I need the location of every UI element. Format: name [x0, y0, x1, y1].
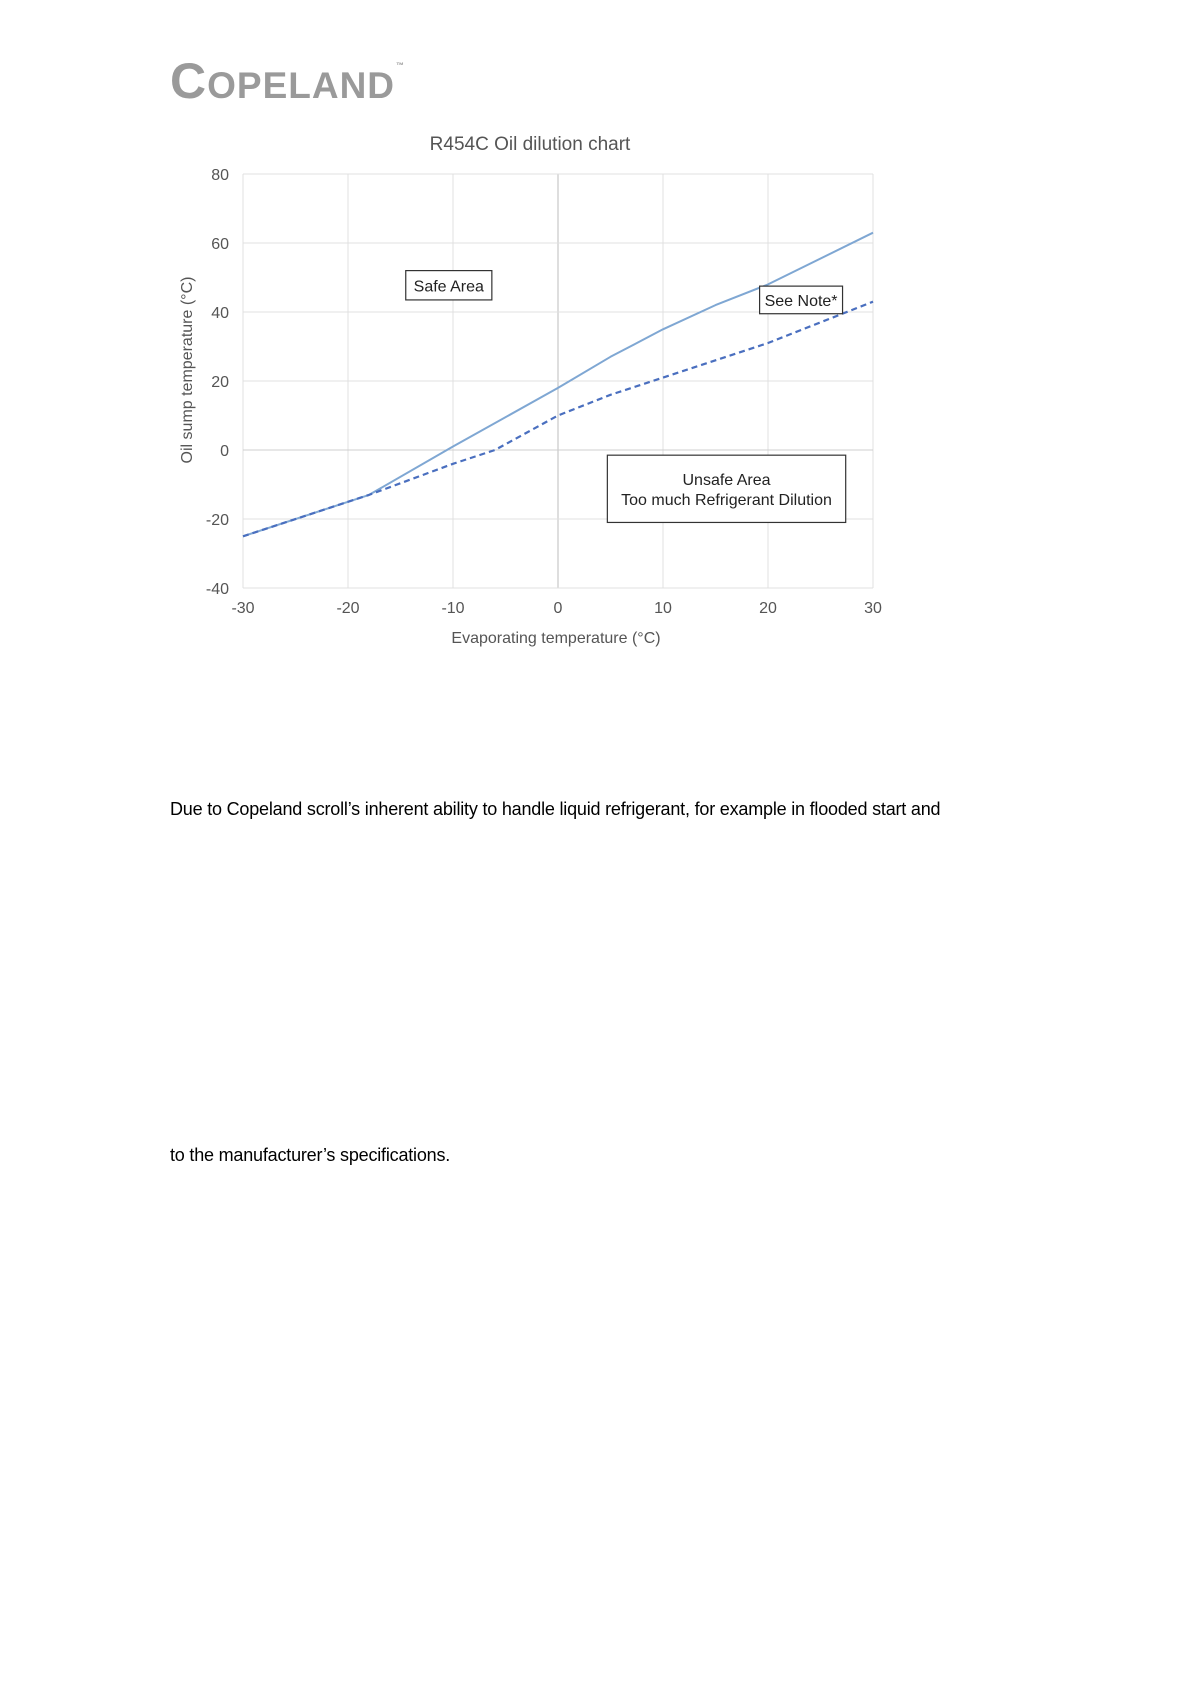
- y-tick-label: -20: [205, 512, 229, 529]
- x-tick-label: 30: [864, 600, 882, 617]
- oil-dilution-chart: [170, 122, 890, 652]
- logo-trademark: ™: [396, 61, 406, 70]
- logo-rest: OPELAND: [207, 65, 396, 106]
- y-tick-label: 40: [211, 305, 229, 322]
- y-tick-label: 60: [211, 236, 229, 253]
- copeland-logo: [170, 53, 406, 109]
- annotation-text: Unsafe Area: [682, 471, 771, 489]
- annotation-text: Safe Area: [413, 278, 484, 296]
- x-tick-label: 20: [759, 600, 777, 617]
- grid: [243, 174, 873, 588]
- y-tick-label: 20: [211, 374, 229, 391]
- x-tick-label: 10: [654, 600, 672, 617]
- x-axis-label: Evaporating temperature (°C): [451, 630, 661, 647]
- y-tick-label: 0: [220, 443, 229, 460]
- annotation-note: [760, 286, 843, 314]
- y-tick-label: -40: [205, 581, 229, 598]
- axes: [179, 134, 882, 647]
- annotation-safe: [406, 271, 492, 300]
- annotations: [406, 271, 846, 523]
- y-axis-label: Oil sump temperature (°C): [179, 276, 196, 464]
- body-paragraph-2: to the manufacturer’s specifications.: [170, 1145, 451, 1165]
- x-tick-label: -10: [441, 600, 465, 617]
- annotation-text: See Note*: [764, 292, 838, 310]
- logo-initial: C: [170, 53, 208, 109]
- annotation-unsafe: [607, 455, 845, 522]
- x-tick-label: -30: [231, 600, 255, 617]
- body-paragraph-1: Due to Copeland scroll’s inherent ability to handle liquid refrigerant, for example in flooded start and: [170, 799, 941, 819]
- y-tick-label: 80: [211, 167, 229, 184]
- x-tick-label: 0: [553, 600, 563, 617]
- annotation-text: Too much Refrigerant Dilution: [621, 491, 832, 509]
- chart-title: R454C Oil dilution chart: [429, 134, 631, 155]
- x-tick-label: -20: [336, 600, 360, 617]
